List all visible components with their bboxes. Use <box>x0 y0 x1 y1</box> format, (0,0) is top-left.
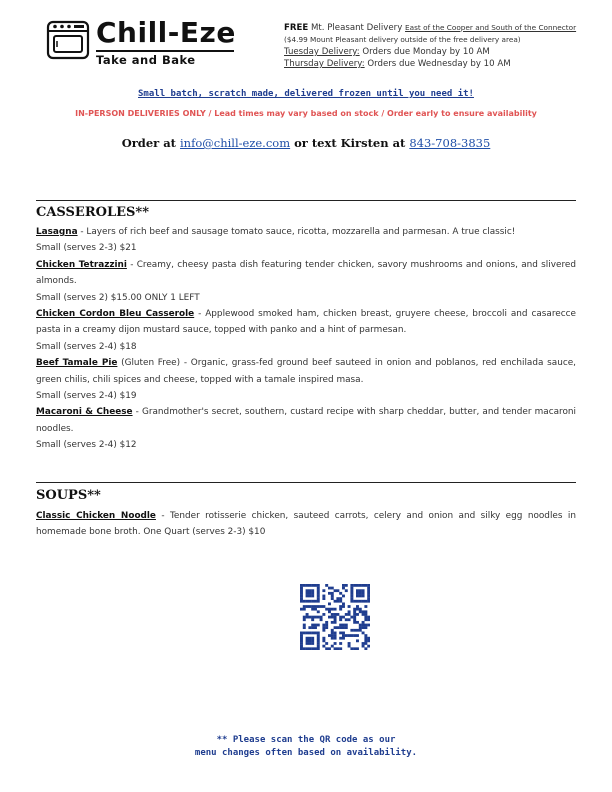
item-name-tetrazzini: Chicken Tetrazzini <box>36 259 127 270</box>
item-price: Small (serves 2-4) $12 <box>36 440 137 451</box>
thursday-delivery-line <box>284 58 576 70</box>
menu-item <box>36 224 576 240</box>
item-price: Small (serves 2-3) $21 <box>36 243 137 254</box>
brand-underline <box>96 50 234 52</box>
delivery-notice: IN-PERSON DELIVERIES ONLY / Lead times may vary based on stock / Order early to ensure availability <box>75 109 537 118</box>
footer-line-1: ** Please scan the QR code as our <box>216 735 396 745</box>
free-delivery-line <box>284 22 576 34</box>
item-name-mac-cheese: Macaroni & Cheese <box>36 407 133 418</box>
item-description: - Applewood smoked ham, chicken breast, gruyere cheese, broccoli and casarecce pasta in a creamy dijon mustard sauce, topped with panko and a hint of parmesan. <box>36 309 576 336</box>
order-middle: or text Kirsten at <box>294 136 406 150</box>
casseroles-title: CASSEROLES** <box>36 205 149 220</box>
item-name-chicken-noodle: Classic Chicken Noodle <box>36 511 156 521</box>
tuesday-label: Tuesday Delivery: <box>284 47 360 57</box>
section-divider <box>36 482 576 483</box>
brand-name: Chill-Eze <box>96 16 236 49</box>
menu-item <box>36 306 576 339</box>
free-delivery-area: East of the Cooper and South of the Connector <box>405 23 577 32</box>
soups-title: SOUPS** <box>36 488 101 503</box>
brand-subtitle: Take and Bake <box>96 53 196 67</box>
soups-list <box>36 508 576 541</box>
menu-item <box>36 355 576 388</box>
tagline: Small batch, scratch made, delivered frozen until you need it! <box>138 89 474 99</box>
section-divider <box>36 200 576 201</box>
free-delivery-text: Mt. Pleasant Delivery <box>310 23 403 33</box>
free-label: FREE <box>284 23 309 33</box>
item-description: (Gluten Free) - Organic, grass-fed ground beef sauteed in onion and poblanos, red enchilada sauce, green chilis, chili spices and cheese, topped with a tamale inspired masa. <box>36 358 576 385</box>
tuesday-text: Orders due Monday by 10 AM <box>362 47 490 57</box>
item-price: Small (serves 2-4) $18 <box>36 341 137 352</box>
item-price: Small (serves 2-4) $19 <box>36 391 137 402</box>
paid-delivery-line: ($4.99 Mount Pleasant delivery outside of the free delivery area) <box>284 35 521 44</box>
thursday-label: Thursday Delivery: <box>284 59 365 69</box>
casseroles-list <box>36 224 576 454</box>
tuesday-delivery-line <box>284 46 576 58</box>
brand-logo <box>46 16 246 68</box>
email-link[interactable]: info@chill-eze.com <box>179 136 291 150</box>
item-description: - Tender rotisserie chicken, sauteed carrots, celery and onion and silky egg noodles in homemade bone broth. One Quart (serves 2-3) $10 <box>36 511 576 538</box>
item-description: - Layers of rich beef and sausage tomato sauce, ricotta, mozzarella and parmesan. A true classic! <box>77 227 516 237</box>
phone-link[interactable]: 843-708-3835 <box>409 136 491 150</box>
item-name-cordon-bleu: Chicken Cordon Bleu Casserole <box>36 309 195 320</box>
menu-item <box>36 404 576 437</box>
delivery-info <box>284 22 576 70</box>
footer-line-2: menu changes often based on availability. <box>194 747 418 758</box>
item-name-lasagna: Lasagna <box>36 227 78 237</box>
item-description: - Grandmother's secret, southern, custard recipe with sharp cheddar, butter, and tender macaroni noodles. <box>36 407 576 434</box>
thursday-text: Orders due Wednesday by 10 AM <box>367 59 511 69</box>
item-price: Small (serves 2) $15.00 ONLY 1 LEFT <box>36 292 200 303</box>
order-line <box>0 136 612 150</box>
oven-icon <box>46 20 90 60</box>
qr-code-icon[interactable] <box>300 584 370 650</box>
footer-note <box>0 734 612 759</box>
menu-item <box>36 508 576 541</box>
item-name-tamale-pie: Beef Tamale Pie <box>36 358 118 369</box>
menu-item <box>36 257 576 290</box>
order-prefix: Order at <box>121 136 176 150</box>
item-description: - Creamy, cheesy pasta dish featuring tender chicken, savory mushrooms and onions, and slivered almonds. <box>36 259 576 287</box>
